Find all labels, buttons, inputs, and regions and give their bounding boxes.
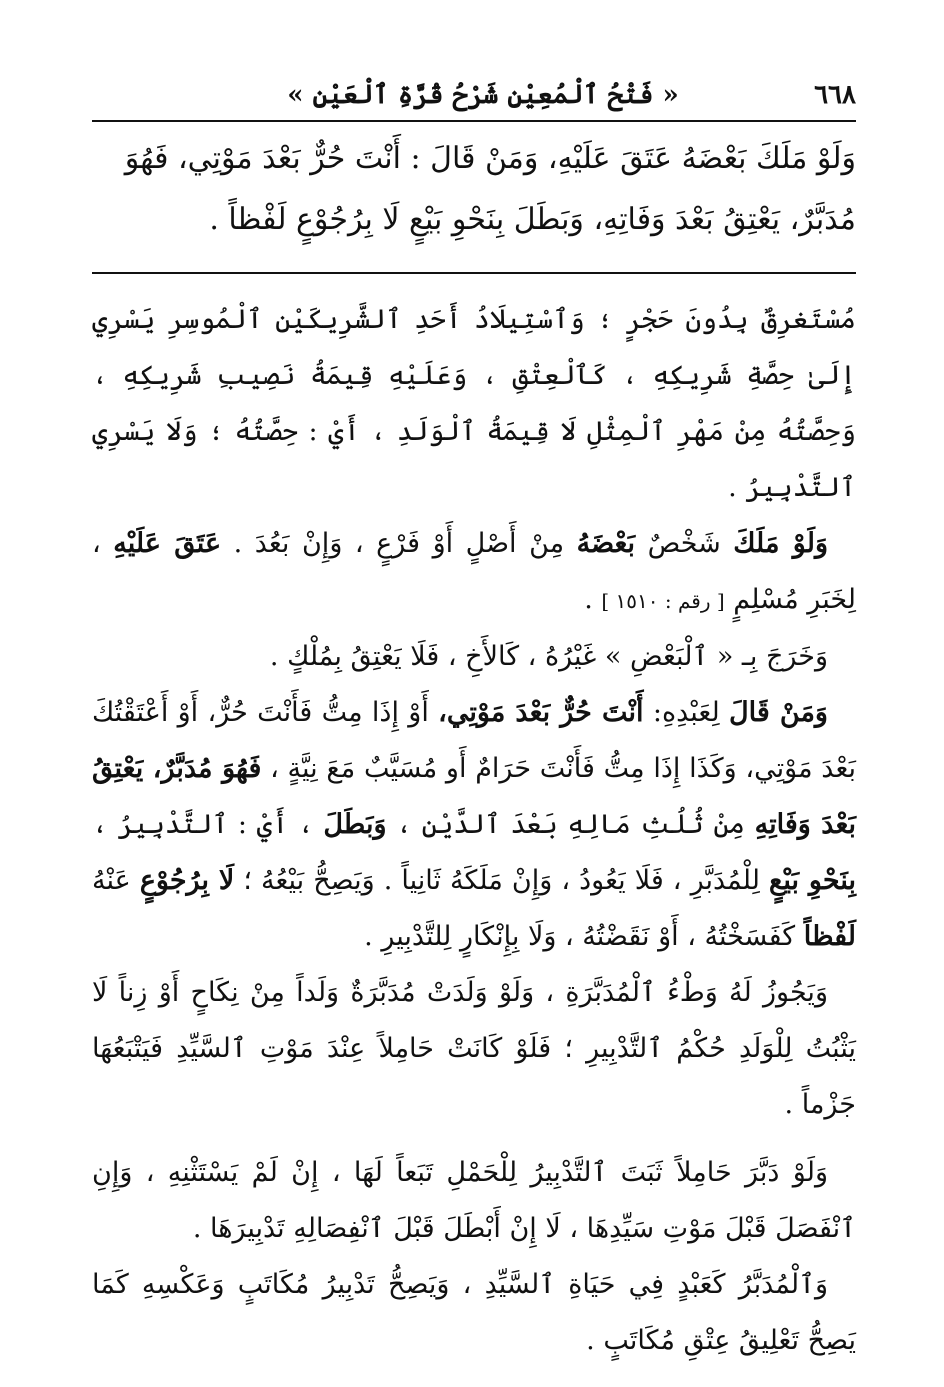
commentary-paragraph: وَيَجُوزُ لَهُ وَطْءُ ٱلْمُدَبَّرَةِ ، وَلَوْ وَلَدَتْ مُدَبَّرَةٌ وَلَداً مِنْ نِكَاحٍ أَوْ زِناً لَا يَثْبُتُ لِلْوَلَدِ حُكْمُ ٱلتَّدْبِيرِ ؛ فَلَوْ كَانَتْ حَامِلاً عِنْدَ مَوْتِ ٱلسَّيِّدِ فَيَتْبَعُهَا جَزْماً .	[92, 977, 856, 1120]
matn-quote: فَهُوَ مُدَبَّرٌ، يَعْتِقُ بَعْدَ وَفَاتِهِ	[92, 753, 856, 840]
commentary-paragraph	[92, 516, 856, 629]
matn-quote: عَتَقَ عَلَيْهِ	[113, 528, 222, 559]
matn-quote: وَبَطَلَ	[323, 809, 387, 840]
commentary-paragraph: وَخَرَجَ بِـ « ٱلْبَعْضِ » غَيْرُهُ ، كَالأَخِ ، فَلَا يَعْتِقُ بِمُلْكٍ .	[269, 641, 828, 672]
matn-line: وَلَوْ مَلَكَ بَعْضَهُ عَتَقَ عَلَيْهِ، وَمَنْ قَالَ : أَنْتَ حُرٌّ بَعْدَ مَوْتِي، فَهُوَ	[124, 141, 856, 176]
commentary-run: ، لِخَبَرِ مُسْلِمٍ	[92, 528, 856, 615]
commentary-run: شَخْصٌ	[635, 528, 734, 559]
commentary-run: لِلْمُدَبَّرِ ، فَلَا يَعُودُ ، وَإِنْ مَلَكَهُ ثَانِياً . وَيَصِحُّ بَيْعُهُ ؛	[234, 865, 770, 896]
commentary-run: مِنْ ثُلُثِ مَالِهِ بَعْدَ ٱلدَّيْنِ ،	[386, 809, 755, 840]
matn-line: مُدَبَّرٌ، يَعْتِقُ بَعْدَ وَفَاتِهِ، وَبَطَلَ بِنَحْوِ بَيْعٍ لَا بِرُجُوْعٍ لَفْظاً .	[209, 202, 856, 237]
commentary-run: أَوْ إِذَا مِتُّ فَأَنْتَ حُرٌّ، أَوْ أَعْتَقْتُكَ بَعْدَ مَوْتِي، وَكَذَا إِذَا مِتُّ فَأَنْتَ حَرَامٌ أَو مُسَيَّبٌ مَعَ نِيَّةٍ ،	[92, 697, 856, 784]
hadith-reference: [ رقم : ١٥١٠ ]	[601, 589, 725, 613]
matn-quote: لَفْظاً	[803, 921, 856, 952]
commentary-run: عَنْهُ	[92, 865, 140, 896]
page-number: ٦٦٨	[814, 80, 856, 110]
commentary-run: مِنْ أَصْلٍ أَوْ فَرْعٍ ، وَإِنْ بَعُدَ .	[221, 528, 577, 559]
commentary-run: ، أَيْ : ٱلتَّدْبِيرُ ،	[92, 809, 324, 840]
commentary-paragraph: وَلَوْ دَبَّرَ حَامِلاً ثَبَتَ ٱلتَّدْبِيرُ لِلْحَمْلِ تَبَعاً لَهَا ، إِنْ لَمْ يَسْتَثْنِهِ ، وَإِنِ ٱنْفَصَلَ قَبْلَ مَوْتِ سَيِّدِهَا ، لَا إِنْ أَبْطَلَ قَبْلَ ٱنْفِصَالِهِ تَدْبِيرَهَا .	[92, 1157, 856, 1244]
commentary-run: .	[584, 584, 602, 615]
commentary-paragraph: مُسْتَغرِقٌ بِدُونَ حَجْرٍ ؛ وَٱسْتِيلَادُ أَحَدِ ٱلشَّرِيكَيْنِ ٱلْمُوسِرِ يَسْرِي إِلَىٰ حِصَّةِ شَرِيكِهِ ، كَٱلْعِتْقِ ، وَعَلَيْهِ قِيمَةُ نَصِيبِ شَرِيكِهِ ، وَحِصَّتُهُ مِنْ مَهْرِ ٱلْمِثْلِ لَا قِيمَةُ ٱلْوَلَدِ ، أَيْ : حِصَّتُهُ ؛ وَلَا يَسْرِي ٱلتَّدْبِيرُ .	[92, 304, 856, 503]
commentary-paragraph	[92, 685, 856, 965]
commentary-run: لِعَبْدِهِ:	[643, 697, 730, 728]
matn-quote: وَمَنْ قَالَ	[729, 697, 828, 728]
commentary-run: كَفَسَخْتُهُ ، أَوْ نَقَضْتُهُ ، وَلَا بِإِنْكَارٍ لِلتَّدْبِيرِ .	[364, 921, 804, 952]
matn-quote: لَا بِرُجُوْعٍ	[139, 865, 235, 896]
matn-text	[92, 128, 856, 250]
commentary-text	[92, 292, 856, 1369]
commentary-paragraph: وَٱلْمُدَبَّرُ كَعَبْدٍ فِي حَيَاةِ ٱلسَّيِّدِ ، وَيَصِحُّ تَدْبِيرُ مُكَاتَبٍ وَعَكْسِهِ كَمَا يَصِحُّ تَعْلِيقُ عِتْقِ مُكَاتَبٍ .	[92, 1269, 856, 1356]
matn-quote: أَنْتَ حُرٌّ بَعْدَ مَوْتِي،	[438, 697, 644, 728]
matn-quote: وَلَوْ مَلَكَ	[733, 528, 829, 559]
running-title: « فَتْحُ ٱلْمُعِيْنِ شَرْحُ قُرَّةِ ٱلْعَيْنِ »	[287, 80, 679, 110]
matn-quote: بَعْضَهُ	[576, 528, 636, 559]
matn-quote: بِنَحْوِ بَيْعٍ	[769, 865, 856, 896]
page-header	[92, 70, 856, 122]
separator-rule	[92, 272, 856, 274]
